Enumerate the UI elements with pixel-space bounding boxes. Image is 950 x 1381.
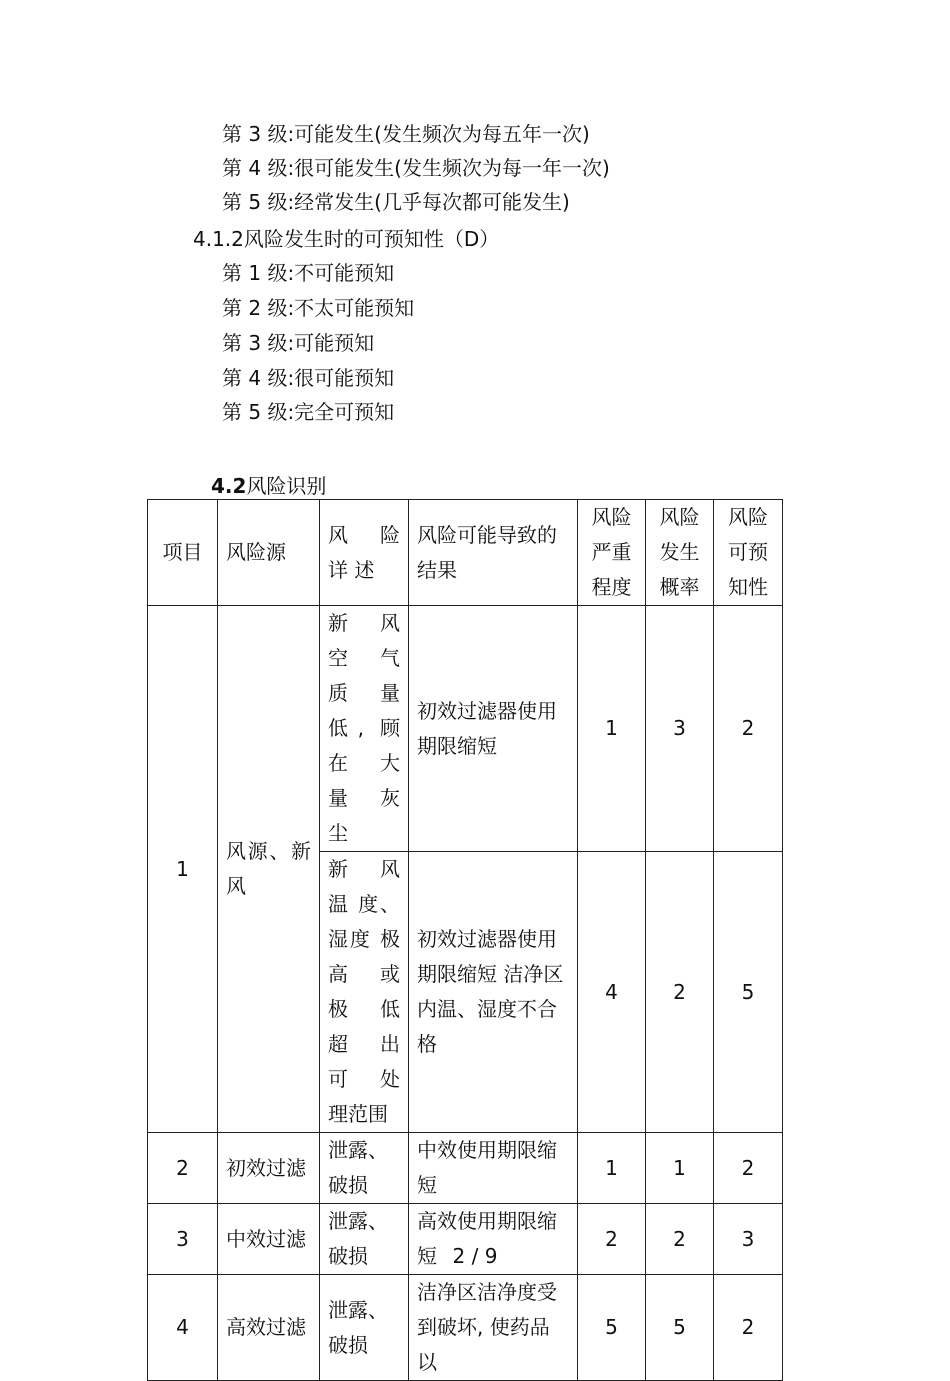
text-line: 第 4 级:很可能发生(发生频次为每一年一次) — [222, 156, 610, 180]
cell-predictability: 2 — [714, 1133, 783, 1204]
table-row — [148, 606, 783, 852]
cell-severity: 1 — [578, 606, 646, 852]
cell-predictability: 5 — [714, 852, 783, 1133]
cell-result: 高效使用期限缩短 — [409, 1204, 578, 1275]
header-cell: 风险发生概率 — [646, 500, 714, 606]
section-title: 风险识别 — [246, 474, 327, 498]
cell-severity: 1 — [578, 1133, 646, 1204]
cell-item: 4 — [148, 1275, 218, 1381]
header-cell: 风险可能导致的结果 — [409, 500, 578, 606]
header-cell: 风险源 — [218, 500, 320, 606]
cell-source: 中效过滤 — [218, 1204, 320, 1275]
text-line: 第 2 级:不太可能预知 — [222, 296, 415, 320]
cell-result: 初效过滤器使用期限缩短 — [409, 606, 578, 852]
cell-item: 2 — [148, 1133, 218, 1204]
cell-probability: 1 — [646, 1133, 714, 1204]
cell-severity: 5 — [578, 1275, 646, 1381]
section-number: 4.2 — [211, 474, 247, 498]
cell-detail: 新 风 温 度、湿度 极 高 或 极 低 超 出 可 处 理范围 — [320, 852, 409, 1133]
cell-probability: 5 — [646, 1275, 714, 1381]
cell-probability: 3 — [646, 606, 714, 852]
subsection-heading: 4.1.2风险发生时的可预知性（D） — [193, 227, 500, 251]
cell-detail: 泄露、破损 — [320, 1275, 409, 1381]
cell-severity: 2 — [578, 1204, 646, 1275]
cell-predictability: 3 — [714, 1204, 783, 1275]
cell-probability: 2 — [646, 852, 714, 1133]
cell-severity: 4 — [578, 852, 646, 1133]
page-number: 2 / 9 — [452, 1244, 498, 1268]
table-header-row — [148, 500, 783, 606]
cell-source: 高效过滤 — [218, 1275, 320, 1381]
cell-result: 洁净区洁净度受到破坏, 使药品以 — [409, 1275, 578, 1381]
cell-result: 初效过滤器使用期限缩短 洁净区内温、湿度不合格 — [409, 852, 578, 1133]
text-line: 第 1 级:不可能预知 — [222, 261, 395, 285]
cell-probability: 2 — [646, 1204, 714, 1275]
cell-detail: 泄露、破损 — [320, 1133, 409, 1204]
header-cell: 项目 — [148, 500, 218, 606]
cell-detail: 泄露、破损 — [320, 1204, 409, 1275]
cell-item: 3 — [148, 1204, 218, 1275]
cell-predictability: 2 — [714, 1275, 783, 1381]
table-row — [148, 1275, 783, 1381]
header-cell: 风 险 详 述 — [320, 500, 409, 606]
cell-predictability: 2 — [714, 606, 783, 852]
text-line: 第 3 级:可能预知 — [222, 331, 375, 355]
section-heading — [211, 474, 326, 498]
text-line: 第 5 级:经常发生(几乎每次都可能发生) — [222, 190, 570, 214]
header-cell: 风险严重程度 — [578, 500, 646, 606]
cell-detail: 新 风 空 气 质 量 低, 顾在 大 量 灰 尘 — [320, 606, 409, 852]
text-line: 第 4 级:很可能预知 — [222, 366, 395, 390]
text-line: 第 3 级:可能发生(发生频次为每五年一次) — [222, 122, 590, 146]
cell-source: 初效过滤 — [218, 1133, 320, 1204]
header-cell: 风险可预知性 — [714, 500, 783, 606]
table-row — [148, 1133, 783, 1204]
text-line: 第 5 级:完全可预知 — [222, 400, 395, 424]
cell-result: 中效使用期限缩短 — [409, 1133, 578, 1204]
cell-item: 1 — [148, 606, 218, 1133]
cell-source: 风源、新风 — [218, 606, 320, 1133]
